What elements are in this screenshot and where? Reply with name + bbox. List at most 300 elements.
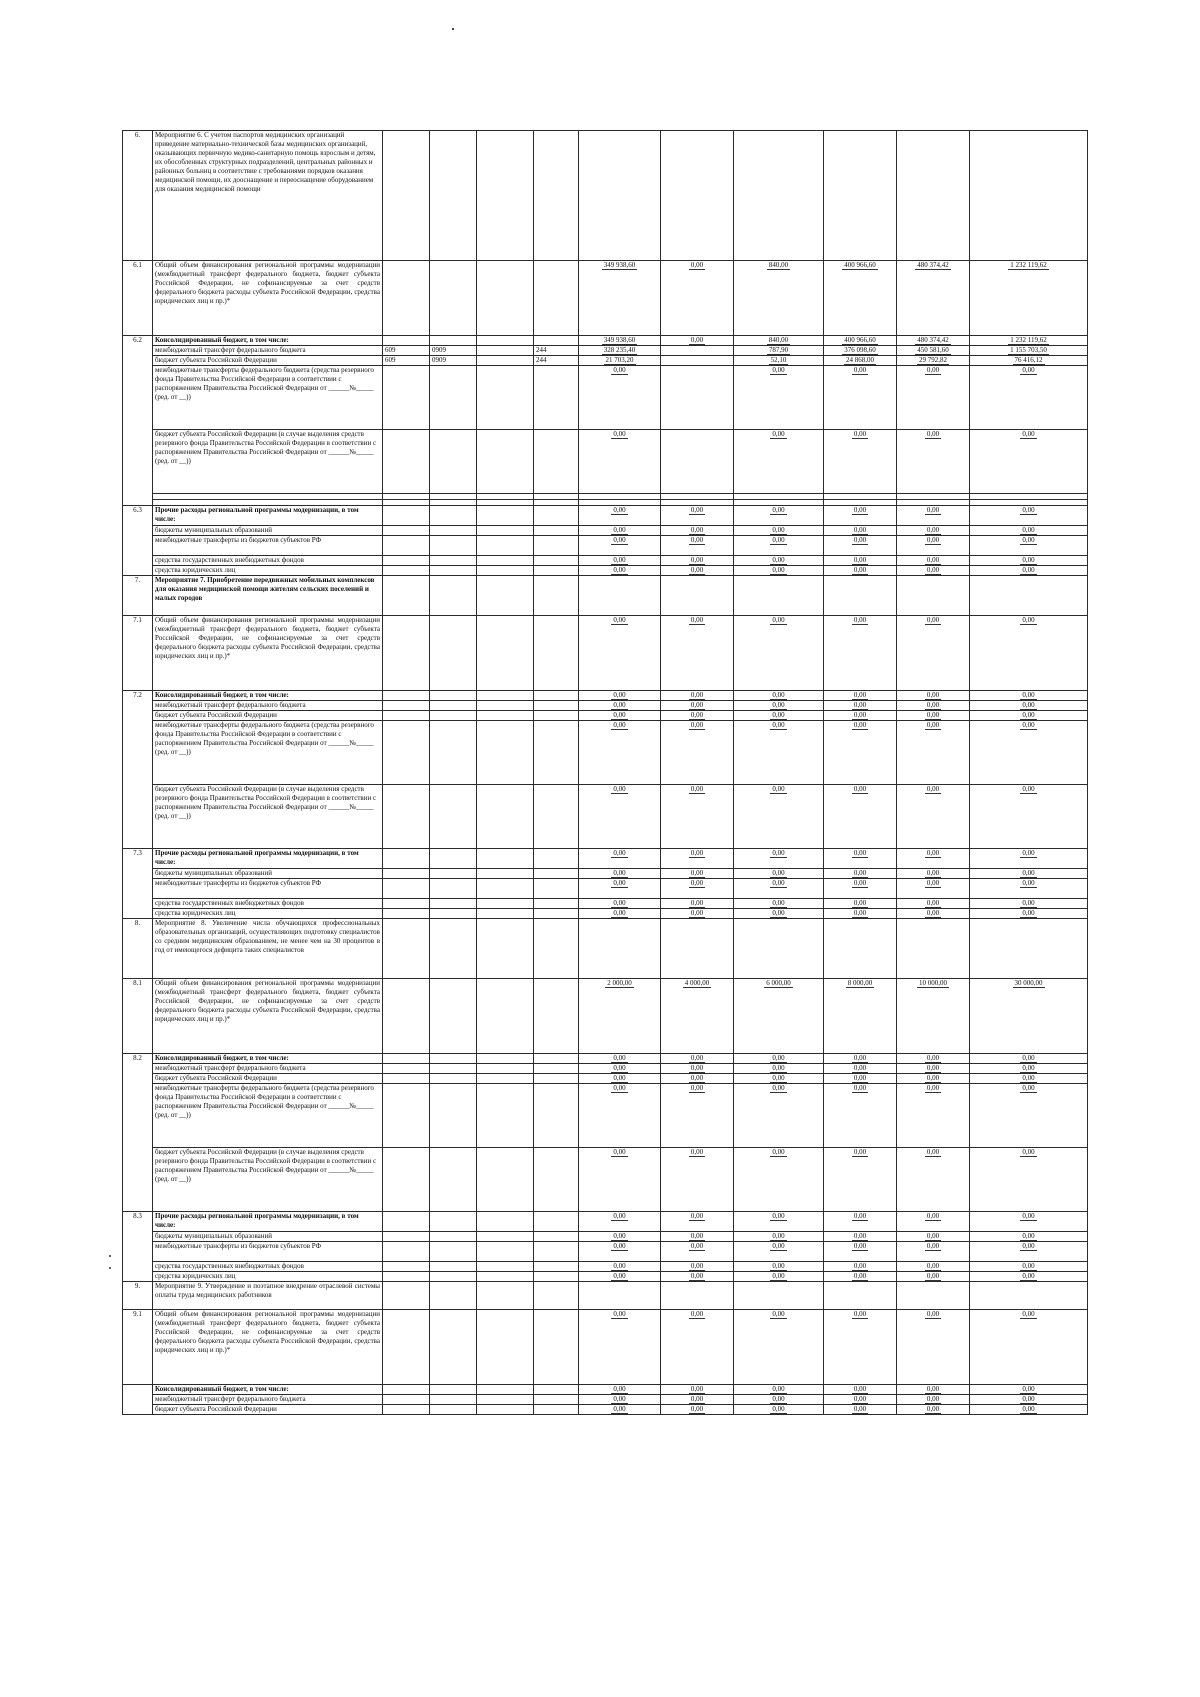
row-description: бюджет субъекта Российской Федерации (в случае выделения средств резервного фонда Правительства Российской Федерации в соответствии с распоряжением Правительства Российской Федерации от ______№_____ (ред. от __)) [153,1148,383,1212]
amount-cell [661,430,734,494]
budget-code [477,849,534,869]
amount-cell: 0,00 [734,430,824,494]
table-row [123,526,1088,536]
amount-cell: 0,00 [897,1262,970,1272]
amount-cell: 0,00 [661,869,734,879]
amount-cell: 0,00 [661,616,734,691]
row-description: бюджеты муниципальных образований [153,1232,383,1242]
row-description: Консолидированный бюджет, в том числе: [153,1054,383,1064]
row-description: бюджеты муниципальных образований [153,869,383,879]
amount-cell [824,1282,897,1310]
budget-code [383,1272,430,1282]
amount-cell: 0,00 [970,556,1088,566]
budget-code [534,785,579,849]
budget-code [383,785,430,849]
amount-cell: 0,00 [897,721,970,785]
budget-code [383,1395,430,1405]
row-description: бюджет субъекта Российской Федерации (в случае выделения средств резервного фонда Правительства Российской Федерации в соответствии с распоряжением Правительства Российской Федерации от ______№_____ (ред. от __)) [153,430,383,494]
amount-cell: 0,00 [824,526,897,536]
amount-cell: 0,00 [824,1148,897,1212]
table-row [123,899,1088,909]
row-description: средства государственных внебюджетных фондов [153,556,383,566]
amount-cell: 0,00 [661,336,734,346]
row-description: межбюджетные трансферты из бюджетов субъектов РФ [153,1242,383,1262]
budget-code [383,1282,430,1310]
amount-cell: 0,00 [824,711,897,721]
budget-code [430,366,477,430]
row-description: Прочие расходы региональной программы модернизации, в том числе: [153,849,383,869]
table-row [123,1148,1088,1212]
budget-code [430,1385,477,1395]
row-description: межбюджетные трансферты федерального бюджета (средства резервного фонда Правительства Российской Федерации в соответствии с распоряжением Правительства Российской Федерации от ______№_____ (ред. от __)) [153,721,383,785]
budget-code [383,1084,430,1148]
budget-code [430,1310,477,1385]
budget-code [477,869,534,879]
budget-code [534,979,579,1054]
budget-code [477,566,534,576]
budget-code [430,701,477,711]
budget-code [430,879,477,899]
budget-code [430,785,477,849]
budget-code [477,356,534,366]
budget-code [534,849,579,869]
budget-code [383,711,430,721]
row-description: межбюджетный трансферт федерального бюджета [153,1395,383,1405]
amount-cell: 0,00 [897,1064,970,1074]
budget-code [430,869,477,879]
budget-code [430,711,477,721]
budget-code [383,909,430,919]
amount-cell: 0,00 [734,849,824,869]
amount-cell: 0,00 [579,566,661,576]
scan-mark [452,28,454,30]
budget-code [477,556,534,566]
amount-cell: 0,00 [970,1385,1088,1395]
table-row [123,721,1088,785]
financing-table [122,130,1088,1415]
amount-cell [734,1282,824,1310]
amount-cell: 0,00 [970,721,1088,785]
amount-cell: 21 703,20 [579,356,661,366]
table-row [123,536,1088,556]
amount-cell: 0,00 [897,711,970,721]
budget-code [534,616,579,691]
amount-cell [661,131,734,261]
amount-cell: 0,00 [579,691,661,701]
budget-code [534,366,579,430]
budget-code [383,899,430,909]
row-description: Консолидированный бюджет, в том числе: [153,691,383,701]
amount-cell: 480 374,42 [897,336,970,346]
table-row [123,366,1088,430]
budget-code [430,566,477,576]
amount-cell: 0,00 [970,1064,1088,1074]
row-description: средства государственных внебюджетных фондов [153,899,383,909]
budget-code [534,576,579,616]
amount-cell: 0,00 [734,1262,824,1272]
amount-cell: 0,00 [897,1074,970,1084]
budget-code [534,1232,579,1242]
scan-mark [109,1255,111,1257]
amount-cell: 0,00 [824,869,897,879]
budget-code [534,1074,579,1084]
amount-cell [824,919,897,979]
amount-cell: 0,00 [970,785,1088,849]
amount-cell: 400 966,60 [824,261,897,336]
budget-code [477,1310,534,1385]
amount-cell: 0,00 [897,366,970,430]
row-description: Общий объем финансирования региональной программы модернизации (межбюджетный трансферт федерального бюджета, бюджет субъекта Российской Федерации, не софинансируемые за счет средств федерального бюджета расходы субъекта Российской Федерации, средства юридических лиц и пр.)* [153,261,383,336]
amount-cell: 0,00 [897,1232,970,1242]
amount-cell: 0,00 [579,1232,661,1242]
row-description: межбюджетные трансферты федерального бюджета (средства резервного фонда Правительства Российской Федерации в соответствии с распоряжением Правительства Российской Федерации от ______№_____ (ред. от __)) [153,366,383,430]
budget-code [534,1395,579,1405]
budget-code [430,691,477,701]
row-description: бюджет субъекта Российской Федерации [153,1405,383,1415]
budget-code [534,691,579,701]
budget-code [383,536,430,556]
amount-cell: 0,00 [734,1385,824,1395]
amount-cell: 0,00 [824,721,897,785]
amount-cell [734,919,824,979]
amount-cell [661,576,734,616]
amount-cell: 0,00 [661,506,734,526]
amount-cell: 0,00 [579,1385,661,1395]
amount-cell: 0,00 [970,366,1088,430]
budget-code [383,849,430,869]
amount-cell: 0,00 [734,1395,824,1405]
budget-code [477,979,534,1054]
amount-cell: 0,00 [661,1074,734,1084]
budget-code [477,1262,534,1272]
amount-cell: 0,00 [734,566,824,576]
budget-code [383,566,430,576]
budget-code [430,979,477,1054]
amount-cell: 0,00 [579,616,661,691]
amount-cell: 0,00 [824,506,897,526]
budget-code [430,1084,477,1148]
budget-code [477,919,534,979]
amount-cell: 0,00 [970,879,1088,899]
budget-code [430,721,477,785]
amount-cell: 0,00 [970,506,1088,526]
budget-code [383,131,430,261]
budget-code [534,1212,579,1232]
budget-code [477,576,534,616]
table-row [123,1310,1088,1385]
budget-code [430,616,477,691]
amount-cell: 0,00 [824,1262,897,1272]
amount-cell: 0,00 [661,1212,734,1232]
amount-cell: 0,00 [579,711,661,721]
amount-cell: 0,00 [970,526,1088,536]
table-row [123,336,1088,346]
amount-cell: 0,00 [970,1054,1088,1064]
amount-cell: 0,00 [897,1148,970,1212]
budget-code [383,919,430,979]
amount-cell: 0,00 [897,506,970,526]
amount-cell: 0,00 [897,909,970,919]
budget-code [430,849,477,869]
row-number: 6. [123,131,153,261]
amount-cell: 0,00 [897,526,970,536]
amount-cell: 0,00 [579,701,661,711]
table-row [123,566,1088,576]
budget-code [430,1282,477,1310]
amount-cell: 840,00 [734,261,824,336]
amount-cell: 0,00 [824,1242,897,1262]
amount-cell: 0,00 [970,691,1088,701]
budget-code [430,556,477,566]
amount-cell [970,1282,1088,1310]
amount-cell: 0,00 [579,909,661,919]
budget-code [534,526,579,536]
amount-cell: 76 416,12 [970,356,1088,366]
amount-cell: 0,00 [661,1395,734,1405]
amount-cell: 840,00 [734,336,824,346]
amount-cell: 0,00 [734,691,824,701]
table-row [123,506,1088,526]
budget-code [430,261,477,336]
amount-cell: 0,00 [824,366,897,430]
amount-cell: 4 000,00 [661,979,734,1054]
amount-cell: 0,00 [579,785,661,849]
budget-code [430,430,477,494]
amount-cell: 0,00 [970,1405,1088,1415]
amount-cell: 0,00 [897,616,970,691]
row-number: 8.1 [123,979,153,1054]
row-number: 6.1 [123,261,153,336]
amount-cell: 0,00 [579,556,661,566]
amount-cell [579,131,661,261]
amount-cell: 0,00 [734,556,824,566]
amount-cell: 1 232 119,62 [970,261,1088,336]
budget-code [383,1054,430,1064]
budget-code [534,536,579,556]
budget-code [383,1405,430,1415]
row-number: 8.3 [123,1212,153,1282]
budget-code [430,909,477,919]
table-row [123,909,1088,919]
amount-cell: 0,00 [970,909,1088,919]
amount-cell: 0,00 [734,1084,824,1148]
budget-code [383,1262,430,1272]
amount-cell: 0,00 [897,1310,970,1385]
amount-cell: 0,00 [661,691,734,701]
amount-cell: 787,90 [734,346,824,356]
budget-code [534,1242,579,1262]
table-row [123,1385,1088,1395]
row-number: 9.1 [123,1310,153,1385]
amount-cell: 2 000,00 [579,979,661,1054]
table-row [123,1074,1088,1084]
amount-cell [897,919,970,979]
amount-cell: 0,00 [579,899,661,909]
budget-code [477,1212,534,1232]
amount-cell: 0,00 [970,711,1088,721]
amount-cell: 0,00 [579,1148,661,1212]
budget-code [383,1242,430,1262]
budget-code [534,909,579,919]
amount-cell: 0,00 [897,566,970,576]
budget-code [534,1310,579,1385]
amount-cell: 0,00 [734,506,824,526]
budget-code [534,1084,579,1148]
amount-cell: 0,00 [824,1310,897,1385]
amount-cell: 0,00 [824,701,897,711]
budget-code: 609 [383,346,430,356]
amount-cell: 450 581,60 [897,346,970,356]
amount-cell: 0,00 [897,869,970,879]
amount-cell [824,576,897,616]
amount-cell: 29 792,82 [897,356,970,366]
table-row [123,1242,1088,1262]
amount-cell: 349 938,60 [579,261,661,336]
budget-code [534,556,579,566]
amount-cell: 0,00 [897,1084,970,1148]
budget-code [430,919,477,979]
row-description: бюджет субъекта Российской Федерации [153,711,383,721]
budget-code [477,131,534,261]
row-description: Мероприятие 8. Увеличение числа обучающихся профессиональных образовательных организаций, осуществляющих подготовку специалистов со средним медицинским образованием, не менее чем на 30 процентов в год от имеющегося дефицита таких специалистов [153,919,383,979]
amount-cell: 0,00 [579,1212,661,1232]
budget-code [477,721,534,785]
row-description: бюджет субъекта Российской Федерации [153,356,383,366]
table-row [123,1395,1088,1405]
budget-code [430,1262,477,1272]
amount-cell: 0,00 [734,1054,824,1064]
row-description: Прочие расходы региональной программы модернизации, в том числе: [153,1212,383,1232]
row-description: бюджеты муниципальных образований [153,526,383,536]
amount-cell [661,356,734,366]
budget-code [477,899,534,909]
budget-code [477,1054,534,1064]
amount-cell: 0,00 [897,899,970,909]
budget-code [430,336,477,346]
budget-code [477,1074,534,1084]
table-row [123,1212,1088,1232]
amount-cell: 0,00 [824,616,897,691]
budget-code [430,1054,477,1064]
row-number: 7.2 [123,691,153,849]
budget-code [477,1232,534,1242]
table-row [123,785,1088,849]
budget-code [534,506,579,526]
table-row [123,556,1088,566]
row-description: межбюджетный трансферт федерального бюджета [153,701,383,711]
amount-cell: 0,00 [824,785,897,849]
amount-cell: 0,00 [579,536,661,556]
amount-cell: 0,00 [661,909,734,919]
amount-cell: 0,00 [661,1310,734,1385]
budget-code: 609 [383,356,430,366]
amount-cell [579,576,661,616]
amount-cell: 0,00 [661,1148,734,1212]
amount-cell: 0,00 [970,1272,1088,1282]
amount-cell: 0,00 [579,879,661,899]
budget-code [534,1405,579,1415]
amount-cell: 0,00 [661,1232,734,1242]
budget-code [477,1148,534,1212]
row-description: Мероприятие 7. Приобретение передвижных мобильных комплексов для оказания медицинской помощи жителям сельских поселений и малых городов [153,576,383,616]
budget-code [477,691,534,701]
row-number: 8.2 [123,1054,153,1212]
amount-cell [897,576,970,616]
budget-code [383,1232,430,1242]
amount-cell: 0,00 [824,1232,897,1242]
amount-cell [661,919,734,979]
amount-cell: 0,00 [579,849,661,869]
amount-cell: 1 155 703,50 [970,346,1088,356]
amount-cell: 0,00 [897,1395,970,1405]
row-description: средства юридических лиц [153,566,383,576]
amount-cell: 376 098,60 [824,346,897,356]
budget-code [477,1405,534,1415]
amount-cell [970,919,1088,979]
row-description: Общий объем финансирования региональной программы модернизации (межбюджетный трансферт федерального бюджета, бюджет субъекта Российской Федерации, не софинансируемые за счет средств федерального бюджета расходы субъекта Российской Федерации, средства юридических лиц и пр.)* [153,979,383,1054]
table-row [123,576,1088,616]
budget-code [383,869,430,879]
amount-cell: 0,00 [661,1064,734,1074]
amount-cell: 0,00 [579,1262,661,1272]
budget-code [477,785,534,849]
amount-cell: 0,00 [734,899,824,909]
amount-cell: 1 232 119,62 [970,336,1088,346]
table-row [123,346,1088,356]
amount-cell: 0,00 [970,849,1088,869]
amount-cell [579,919,661,979]
table-row [123,1232,1088,1242]
amount-cell: 0,00 [661,785,734,849]
budget-code [430,1272,477,1282]
amount-cell: 0,00 [579,506,661,526]
row-number: 7.1 [123,616,153,691]
amount-cell: 0,00 [824,556,897,566]
budget-code [477,536,534,556]
budget-code [383,1148,430,1212]
table-row [123,919,1088,979]
row-number: 8. [123,919,153,979]
scan-mark [109,1267,111,1269]
amount-cell: 0,00 [734,909,824,919]
budget-code [534,1262,579,1272]
budget-code [383,616,430,691]
budget-code [383,1064,430,1074]
amount-cell: 0,00 [734,366,824,430]
budget-code [383,506,430,526]
amount-cell: 0,00 [897,785,970,849]
table-row [123,849,1088,869]
amount-cell [970,131,1088,261]
row-description: межбюджетные трансферты из бюджетов субъектов РФ [153,536,383,556]
amount-cell: 0,00 [734,1074,824,1084]
budget-code [430,526,477,536]
amount-cell: 480 374,42 [897,261,970,336]
budget-code [534,919,579,979]
amount-cell: 0,00 [734,1212,824,1232]
budget-code [477,261,534,336]
amount-cell: 0,00 [734,701,824,711]
budget-code [430,131,477,261]
amount-cell: 0,00 [970,869,1088,879]
budget-code [477,366,534,430]
amount-cell [661,346,734,356]
amount-cell: 0,00 [579,1395,661,1405]
budget-code [477,1272,534,1282]
budget-code [534,430,579,494]
amount-cell: 0,00 [897,430,970,494]
budget-code [534,711,579,721]
